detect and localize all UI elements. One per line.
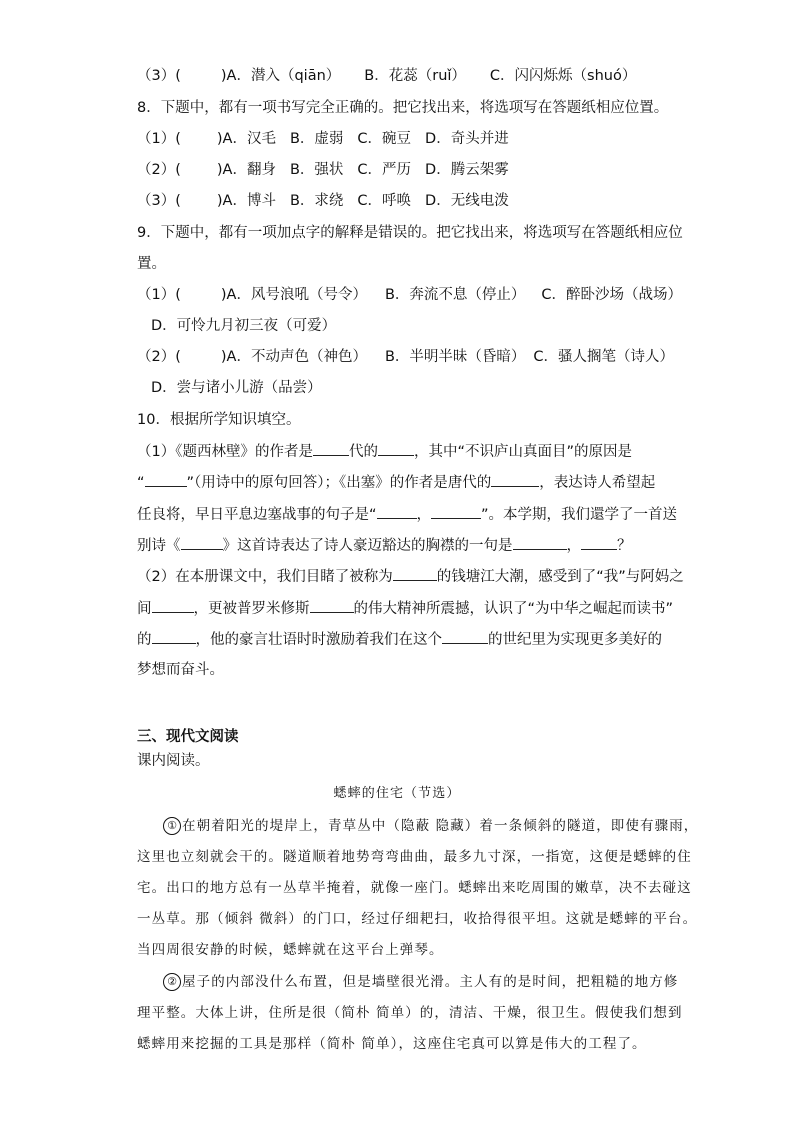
- text-run: 的世纪里为实现更多美好的: [488, 632, 662, 648]
- text-run: ，: [416, 507, 432, 523]
- q8-item1-option-d: D．奇头并进: [425, 131, 509, 147]
- paragraph-1-line-3: 宅。出口的地方总有一丛草半掩着，就像一座门。蟋蟀出来吃周围的嫩草，决不去碰这: [137, 880, 692, 896]
- q9-item2-option-a: )A．不动声色（神色）: [220, 349, 367, 365]
- text-run: 任良将，早日平息边塞战事的句子是“: [137, 507, 377, 523]
- text-run: ，: [566, 538, 581, 554]
- text-run: 的钱塘江大潮，感受到了“我”与阿妈之: [436, 569, 684, 585]
- text-run: ”（用诗中的原句回答）；《出塞》的作者是唐代的: [186, 475, 492, 491]
- text-run: ，更被普罗米修斯: [193, 601, 310, 617]
- q8-item3-option-c: C．呼唤: [357, 193, 412, 209]
- q8-item2-option-d: D．腾云架雾: [425, 162, 509, 178]
- q10-p2-line1: [137, 566, 684, 587]
- q8-item2-option-c: C．严历: [357, 162, 412, 178]
- fill-blank[interactable]: [152, 598, 194, 613]
- fill-blank[interactable]: [491, 472, 539, 487]
- q8-item2-option-b: B．强状: [289, 162, 344, 178]
- text-run: 在朝着阳光的堤岸上，青草丛中（隐蔽 隐藏）着一条倾斜的隧道，即使有骤雨，: [182, 818, 699, 834]
- q7-item3: [137, 66, 636, 86]
- fill-blank[interactable]: [377, 504, 417, 519]
- text-run: （1）《题西林壁》的作者是: [137, 444, 313, 460]
- q8-item2: [137, 160, 509, 180]
- fill-blank[interactable]: [581, 535, 617, 550]
- q10-p2-line3: [137, 629, 662, 650]
- text-run: 》这首诗表达了诗人豪迈豁达的胸襟的一句是: [222, 538, 513, 554]
- q8-item1-option-a: )A．汉毛: [216, 131, 276, 147]
- q9-item2-option-c: C．骚人搁笔（诗人）: [533, 349, 675, 365]
- paragraph-2-line-2: 理平整。大体上讲，住所是很（简朴 简单）的，清洁、干燥，很卫生。假使我们想到: [137, 1005, 683, 1021]
- fill-blank[interactable]: [431, 504, 481, 519]
- paragraph-1-line-4: 一丛草。那（倾斜 微斜）的门口，经过仔细耙扫，收拾得很平坦。这就是蟋蟀的平台。: [137, 911, 698, 927]
- q9-stem-line2: 置。: [137, 256, 166, 272]
- section-subheading: 课内阅读。: [137, 753, 210, 769]
- paragraph-1-line-1: [163, 816, 698, 836]
- fill-blank[interactable]: [442, 629, 488, 644]
- q10-p1-line3: [137, 504, 677, 525]
- q9-item2-option-b: B．半明半昧（昏暗）: [384, 349, 526, 365]
- q9-item1-option-a: )A．风号浪吼（号令）: [220, 287, 367, 303]
- passage-title: 蟋蟀的住宅（节选）: [333, 786, 461, 801]
- q8-item2-number: （2）(: [137, 162, 181, 178]
- text-run: ，他的豪言壮语时时激励着我们在这个: [195, 632, 442, 648]
- fill-blank[interactable]: [152, 629, 196, 644]
- q7-item3-number: （3）(: [137, 68, 181, 84]
- section-heading: 三、现代文阅读: [137, 729, 239, 745]
- q7-option-a: )A．潜入（qiān）: [220, 68, 341, 84]
- fill-blank[interactable]: [513, 535, 567, 550]
- fill-blank[interactable]: [310, 598, 354, 613]
- q10-p2-line4: 梦想而奋斗。: [137, 662, 224, 678]
- q9-item2: [137, 347, 674, 367]
- q9-item1-option-b: B．奔流不息（停止）: [384, 287, 526, 303]
- text-run: 的: [137, 632, 152, 648]
- fill-blank[interactable]: [145, 472, 187, 487]
- paragraph-number-1: ①: [163, 817, 181, 835]
- paragraph-2-line-1: [163, 972, 678, 992]
- q8-item3-option-d: D．无线电泼: [425, 193, 509, 209]
- fill-blank[interactable]: [313, 441, 349, 456]
- q10-stem: 10．根据所学知识填空。: [137, 412, 301, 428]
- q10-p1-line4: [137, 535, 632, 556]
- text-run: 屋子的内部没什么布置，但是墙壁很光滑。主人有的是时间，把粗糙的地方修: [182, 974, 679, 990]
- text-run: 的伟大精神所震撼，认识了“为中华之崛起而读书”: [353, 601, 674, 617]
- q9-item1-number: （1）(: [137, 287, 181, 303]
- q7-option-c: C．闪闪烁烁（shuó）: [489, 68, 637, 84]
- q8-stem: 8．下题中，都有一项书写完全正确的。把它找出来，将选项写在答题纸相应位置。: [137, 100, 669, 116]
- q9-item1-option-c: C．醉卧沙场（战场）: [541, 287, 683, 303]
- q9-item1-d: D．可怜九月初三夜（可爱）: [151, 318, 337, 334]
- q8-item1-number: （1）(: [137, 131, 181, 147]
- q10-p2-line2: [137, 598, 673, 619]
- fill-blank[interactable]: [181, 535, 223, 550]
- q10-p1-line2: [137, 472, 655, 493]
- q8-item3-option-a: )A．博斗: [216, 193, 276, 209]
- fill-blank[interactable]: [393, 566, 437, 581]
- q8-item3-option-b: B．求绕: [289, 193, 344, 209]
- text-run: “: [137, 475, 145, 491]
- text-run: 别诗《: [137, 538, 181, 554]
- q9-item1: [137, 285, 682, 305]
- paragraph-number-2: ②: [163, 973, 181, 991]
- q8-item1-option-c: C．碗豆: [357, 131, 412, 147]
- text-run: （2）在本册课文中，我们目睹了被称为: [137, 569, 393, 585]
- q10-p1-line1: [137, 441, 632, 462]
- text-run: 代的: [348, 444, 378, 460]
- text-run: ”。本学期，我们還学了一首送: [481, 507, 678, 523]
- text-run: ，表达诗人希望起: [539, 475, 656, 491]
- paragraph-1-line-2: 这里也立刻就会干的。隧道顺着地势弯弯曲曲，最多九寸深，一指宽，这便是蟋蟀的住: [137, 849, 692, 865]
- q8-item1: [137, 129, 509, 149]
- paragraph-2-line-3: 蟋蟀用来挖掘的工具是那样（简朴 简单），这座住宅真可以算是伟大的工程了。: [137, 1036, 647, 1052]
- q8-item3: [137, 191, 509, 211]
- text-run: 间: [137, 601, 152, 617]
- q9-stem-line1: 9．下题中，都有一项加点字的解释是错误的。把它找出来，将选项写在答题纸相应位: [137, 225, 683, 241]
- fill-blank[interactable]: [378, 441, 414, 456]
- text-run: ，其中“不识庐山真面目”的原因是: [413, 444, 633, 460]
- q8-item3-number: （3）(: [137, 193, 181, 209]
- q7-option-b: B．花蕊（ruǐ）: [364, 68, 466, 84]
- paragraph-1-line-5: 当四周很安静的时候，蟋蟀就在这平台上弹琴。: [137, 942, 444, 958]
- q9-item2-d: D．尝与诸小儿游（品尝）: [151, 380, 322, 396]
- q8-item2-option-a: )A．翻身: [216, 162, 276, 178]
- q8-item1-option-b: B．虚弱: [289, 131, 344, 147]
- q9-item2-number: （2）(: [137, 349, 181, 365]
- text-run: ？: [617, 538, 632, 554]
